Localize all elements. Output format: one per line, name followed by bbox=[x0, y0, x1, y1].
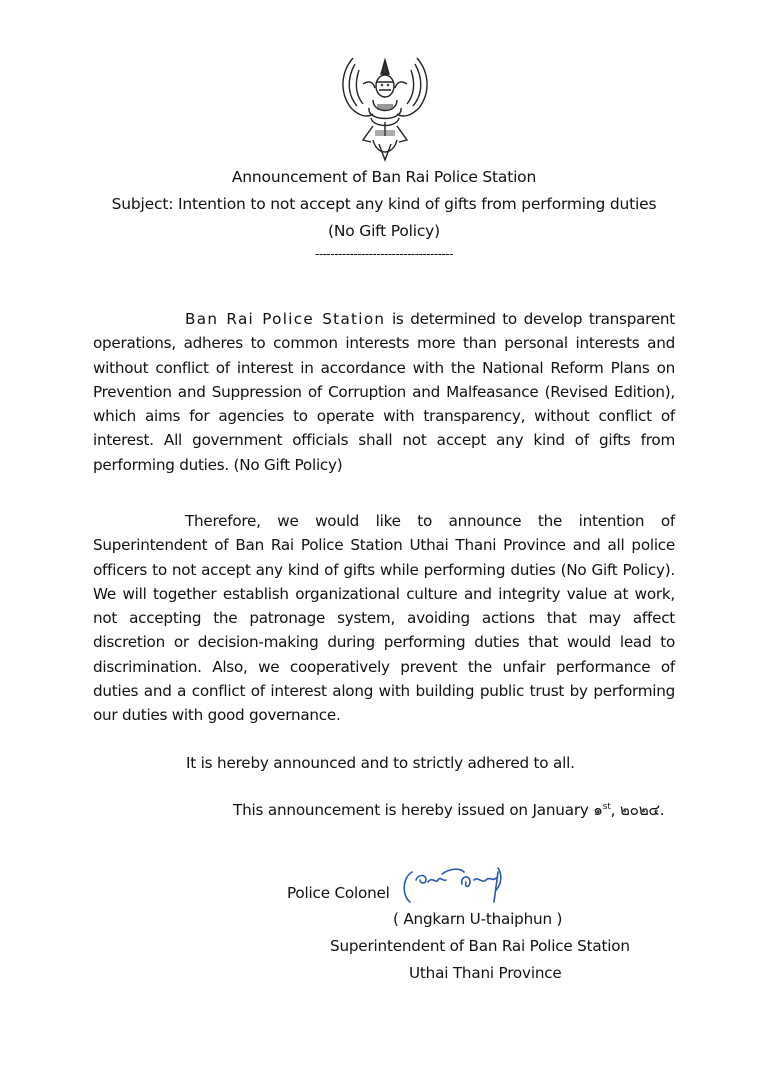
paragraph-announcement-text: Therefore, we would like to announce the intention of Superintendent of Ban Rai Police Station Uthai Thani Province and all police officers to not accept any kind of gifts while performing duties (No Gift Policy). We will together establish organizational culture and integrity value at work, not accepting the patronage system, avoiding actions that may affect discretion or decision-making during performing duties that would lead to discrimination. Also, we cooperatively prevent the unfair performance of duties and a conflict of interest along with building public trust by performing our duties with good governance. bbox=[93, 512, 675, 725]
issue-date-prefix: This announcement is hereby issued on January bbox=[233, 801, 594, 819]
announced-statement: It is hereby announced and to strictly adhered to all. bbox=[186, 754, 575, 772]
issue-day: ๑ bbox=[593, 801, 603, 819]
issue-date-line bbox=[233, 798, 664, 822]
issue-year: , ๒๐๒๔. bbox=[610, 801, 665, 819]
issue-day-ordinal: st bbox=[602, 801, 611, 812]
policy-label: (No Gift Policy) bbox=[328, 222, 440, 240]
handwritten-signature-icon bbox=[398, 862, 520, 908]
paragraph-intent-text: is determined to develop transparent operations, adheres to common interests more than personal interests and without conflict of interest in accordance with the National Reform Plans on Prevention and Suppression of Corruption and Malfeasance (Revised Edition), which aims for agencies to operate with transparency, without conflict of interest. All government officials shall not accept any kind of gifts from performing duties. (No Gift Policy) bbox=[93, 310, 675, 474]
signatory-name: ( Angkarn U-thaiphun ) bbox=[393, 910, 563, 928]
signatory-rank: Police Colonel bbox=[287, 884, 390, 902]
announcement-subject: Subject: Intention to not accept any kind of gifts from performing duties bbox=[111, 195, 657, 213]
signatory-province: Uthai Thani Province bbox=[409, 964, 562, 982]
header-divider: ------------------------------------ bbox=[315, 247, 453, 261]
paragraph-announcement bbox=[93, 509, 675, 728]
announcement-title: Announcement of Ban Rai Police Station bbox=[231, 168, 537, 186]
station-name: Ban Rai Police Station bbox=[185, 310, 386, 328]
signatory-position: Superintendent of Ban Rai Police Station bbox=[330, 937, 630, 955]
paragraph-intent bbox=[93, 307, 675, 477]
garuda-emblem-icon bbox=[333, 52, 437, 164]
